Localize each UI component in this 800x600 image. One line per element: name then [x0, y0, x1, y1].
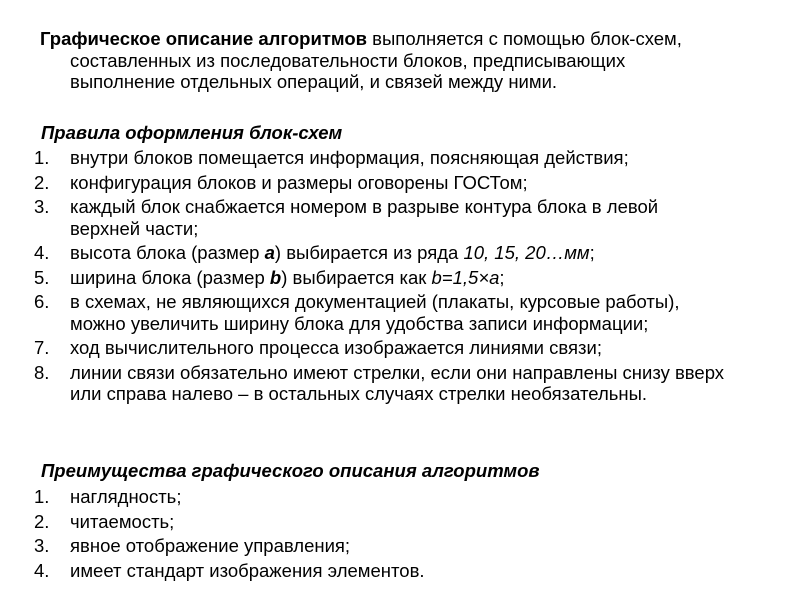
item-number: 8. [34, 361, 50, 383]
item-variable: a [264, 242, 275, 263]
item-text: высота блока (размер [70, 242, 265, 263]
list-item [0, 486, 730, 508]
rules-heading: Правила оформления блок-схем [41, 122, 343, 143]
item-number: 3. [34, 196, 50, 217]
item-number: 4. [34, 559, 50, 581]
item-number: 1. [34, 147, 50, 168]
item-text: линии связи обязательно имеют стрелки, если они направлены снизу вверх или справа налево – в остальных случаях стрелки необязательны. [70, 361, 725, 404]
item-number: 2. [34, 510, 50, 532]
list-item [0, 560, 730, 582]
item-text: конфигурация блоков и размеры оговорены ГОСТом; [70, 171, 528, 193]
advantages-heading: Преимущества графического описания алгоритмов [41, 460, 540, 481]
intro-paragraph [40, 28, 730, 93]
item-number: 1. [34, 486, 50, 507]
item-number: 5. [34, 266, 50, 288]
list-item [0, 337, 730, 359]
item-text: ; [589, 242, 595, 263]
intro-bold: Графическое описание алгоритмов [40, 28, 368, 49]
item-number: 3. [34, 535, 50, 556]
item-text: имеет стандарт изображения элементов. [70, 559, 425, 581]
item-text: внутри блоков помещается информация, поясняющая действия; [70, 147, 629, 168]
list-item [0, 196, 730, 239]
list-item [0, 291, 730, 334]
item-text: в схемах, не являющихся документацией (плакаты, курсовые работы), можно увеличить ширину блока для удобства записи информации; [70, 291, 680, 334]
item-italic: b=1,5×a [431, 266, 500, 288]
item-text: наглядность; [70, 486, 182, 507]
rules-list [0, 147, 800, 408]
item-text: ; [499, 266, 505, 288]
intro-text: выполняется с помощью блок-схем, составленных из последовательности блоков, предписывающих выполнение отдельных операций, и связей между ними. [70, 28, 682, 92]
item-italic: 10, 15, 20…мм [463, 242, 590, 263]
list-item [0, 535, 730, 557]
item-text: каждый блок снабжается номером в разрыве контура блока в левой верхней части; [70, 196, 659, 239]
item-number: 7. [34, 337, 50, 358]
item-variable: b [269, 266, 282, 288]
item-number: 2. [34, 171, 50, 193]
list-item [0, 172, 730, 194]
item-number: 6. [34, 291, 50, 312]
item-text: ширина блока (размер [70, 266, 270, 288]
item-text: ) выбирается как [281, 266, 432, 288]
item-number: 4. [34, 242, 50, 263]
item-text: ) выбирается из ряда [274, 242, 464, 263]
item-text: ход вычислительного процесса изображается линиями связи; [70, 337, 603, 358]
list-item [0, 362, 730, 405]
item-text: явное отображение управления; [70, 535, 351, 556]
list-item [0, 242, 730, 264]
list-item [0, 147, 730, 169]
advantages-list [0, 486, 800, 584]
list-item [0, 511, 730, 533]
item-text: читаемость; [70, 510, 175, 532]
list-item [0, 267, 730, 289]
